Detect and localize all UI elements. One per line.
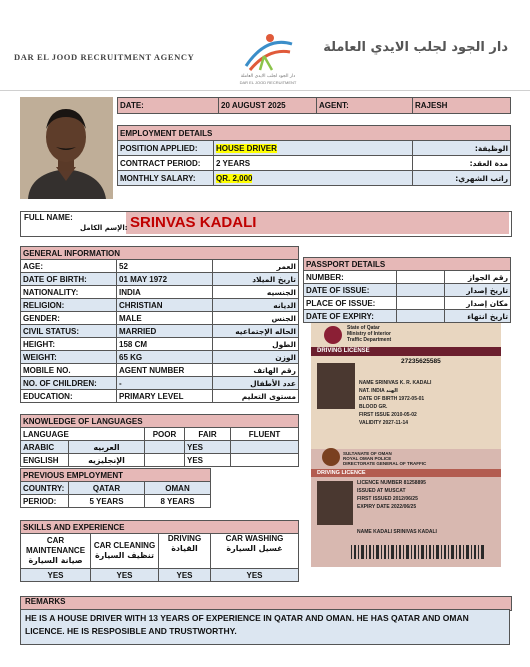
contract-label: CONTRACT PERIOD: [118, 156, 214, 171]
skills-table [20, 520, 299, 582]
pp-label-ar: مكان إصدار [445, 297, 511, 310]
gi-value: AGENT NUMBER [117, 364, 213, 377]
gi-value: MALE [117, 312, 213, 325]
skill-name-ar: صيانة السيارة [28, 556, 83, 565]
lang-header-fair: FAIR [185, 428, 231, 441]
date-value: 20 AUGUST 2025 [219, 98, 317, 114]
skill-value: YES [21, 569, 91, 582]
gi-label: DATE OF BIRTH: [21, 273, 117, 286]
om-name-label: NAME [357, 529, 372, 535]
qa-nat-ar: الهند [385, 388, 398, 394]
lang-header-poor: POOR [145, 428, 185, 441]
skill-name-ar: القيادة [171, 544, 198, 553]
qa-first-value: 2010-05-02 [391, 412, 417, 418]
position-label-ar: الوظيفة: [413, 141, 511, 156]
gi-value: INDIA [117, 286, 213, 299]
gi-label: AGE: [21, 260, 117, 273]
qa-nat-label: NAT. [359, 388, 370, 394]
om-name-value: KADALI SRINIVAS KADALI [373, 529, 437, 535]
skill-cell [211, 534, 299, 569]
qa-state: State of Qatar [347, 325, 380, 331]
pp-value [397, 284, 445, 297]
agent-label: AGENT: [317, 98, 413, 114]
salary-label: MONTHLY SALARY: [118, 171, 214, 186]
date-agent-table [117, 97, 511, 114]
prev-country: OMAN [145, 482, 211, 495]
om-org2: ROYAL OMAN POLICE [343, 456, 392, 461]
skill-name: CAR WASHING [225, 534, 284, 543]
lang-fluent [231, 454, 299, 467]
prev-period-label: PERIOD: [21, 495, 69, 508]
qa-name-value: SRINIVAS K. R. KADALI [375, 380, 432, 386]
logo-text-ar: دار الجود لجلب الايدي العاملة [240, 74, 296, 79]
om-licence-label: LICENCE NUMBER [357, 480, 403, 486]
full-name-value: SRINVAS KADALI [130, 214, 257, 231]
skill-cell [21, 534, 91, 569]
gi-value: CHRISTIAN [117, 299, 213, 312]
skill-value: YES [159, 569, 211, 582]
qa-dob-value: 1972-05-01 [398, 396, 425, 402]
skill-name: CAR CLEANING [93, 541, 156, 550]
company-name-en: DAR EL JOOD RECRUITMENT AGENCY [14, 52, 195, 62]
skill-cell [159, 534, 211, 569]
gi-value: 52 [117, 260, 213, 273]
logo-text-en: DAR EL JOOD RECRUITMENT [239, 80, 297, 85]
lang-name-ar: العربيه [69, 441, 145, 454]
lang-name: ENGLISH [21, 454, 69, 467]
skill-name: CAR MAINTENANCE [25, 536, 86, 555]
gi-value: 01 MAY 1972 [117, 273, 213, 286]
prev-period: 8 YEARS [145, 495, 211, 508]
om-expiry-label: EXPIRY DATE [357, 504, 390, 510]
gi-value: PRIMARY LEVEL [117, 390, 213, 403]
previous-employment-table [20, 468, 211, 508]
pp-label: DATE OF ISSUE: [304, 284, 397, 297]
prev-period: 5 YEARS [69, 495, 145, 508]
lang-fair: YES [185, 441, 231, 454]
gi-label: NO. OF CHILDREN: [21, 377, 117, 390]
gi-label: RELIGION: [21, 299, 117, 312]
skills-title: SKILLS AND EXPERIENCE [21, 521, 299, 534]
date-label: DATE: [118, 98, 219, 114]
om-org1: SULTANATE OF OMAN [343, 451, 392, 456]
passport-title: PASSPORT DETAILS [304, 258, 511, 271]
header-divider [0, 90, 530, 91]
salary-cell [214, 171, 413, 186]
contract-value: 2 YEARS [214, 156, 413, 171]
pp-value [397, 297, 445, 310]
languages-title: KNOWLEDGE OF LANGUAGES [21, 415, 299, 428]
languages-table [20, 414, 299, 467]
prev-country: QATAR [69, 482, 145, 495]
gi-label-ar: رقم الهاتف [213, 364, 299, 377]
gi-value: 158 CM [117, 338, 213, 351]
skill-value: YES [211, 569, 299, 582]
employment-table [117, 125, 511, 186]
position-value: HOUSE DRIVER [216, 143, 277, 153]
skill-name-ar: تنظيف السيارة [94, 551, 155, 560]
applicant-photo [20, 97, 113, 199]
gi-label-ar: الطول [213, 338, 299, 351]
full-name-label-ar: الإسم الكامل: [80, 224, 128, 232]
qa-number: 27235625585 [401, 358, 441, 365]
om-banner: DRIVING LICENCE [317, 470, 366, 476]
agent-value: RAJESH [413, 98, 511, 114]
om-first-value: 2012/06/25 [392, 496, 418, 502]
remarks-title-text: REMARKS [25, 597, 66, 606]
pp-label: PLACE OF ISSUE: [304, 297, 397, 310]
gi-label-ar: الحاله الإجتماعيه [213, 325, 299, 338]
pp-label-ar: تاريخ إصدار [445, 284, 511, 297]
qa-dept: Traffic Department [347, 337, 392, 343]
general-info-title: GENERAL INFORMATION [21, 247, 299, 260]
general-info-table [20, 246, 299, 403]
gi-label: EDUCATION: [21, 390, 117, 403]
gi-label-ar: الديانه [213, 299, 299, 312]
qa-validity-value: 2027-11-14 [382, 420, 409, 426]
qa-dob-label: DATE OF BIRTH [359, 396, 398, 402]
om-issued-value: MUSCAT [384, 488, 406, 494]
employment-title: EMPLOYMENT DETAILS [118, 126, 511, 141]
om-first-label: FIRST ISSUED [357, 496, 392, 502]
driving-licence-images [311, 323, 501, 567]
lang-fluent [231, 441, 299, 454]
qa-nat-value: INDIA [371, 388, 385, 394]
skill-name: DRIVING [167, 534, 202, 543]
gi-value: 65 KG [117, 351, 213, 364]
skill-value: YES [91, 569, 159, 582]
pp-label: NUMBER: [304, 271, 397, 284]
om-expiry-value: 2022/06/25 [391, 504, 417, 510]
pp-label-ar: تاريخ انتهاء [445, 310, 511, 323]
lang-header-fluent: FLUENT [231, 428, 299, 441]
pp-label-ar: رقم الجواز [445, 271, 511, 284]
gi-label-ar: عدد الأطفال [213, 377, 299, 390]
gi-label-ar: الوزن [213, 351, 299, 364]
qa-name-label: NAME [359, 380, 374, 386]
gi-label-ar: الجنسيه [213, 286, 299, 299]
qa-validity-label: VALIDITY [359, 420, 382, 426]
lang-header-language: LANGUAGE [21, 428, 145, 441]
pp-label: DATE OF EXPIRY: [304, 310, 397, 323]
gi-value: MARRIED [117, 325, 213, 338]
lang-name: ARABIC [21, 441, 69, 454]
lang-poor [145, 454, 185, 467]
gi-label: WEIGHT: [21, 351, 117, 364]
gi-value: - [117, 377, 213, 390]
lang-name-ar: الإنجليزيه [69, 454, 145, 467]
gi-label: NATIONALITY: [21, 286, 117, 299]
company-name-ar: دار الجود لجلب الايدي العاملة [323, 40, 508, 55]
position-cell [214, 141, 413, 156]
qa-blood-label: BLOOD GR. [359, 404, 388, 410]
passport-table [303, 257, 511, 323]
skill-cell [91, 534, 159, 569]
salary-value: QR. 2,000 [216, 173, 253, 183]
om-issued-label: ISSUED AT [357, 488, 384, 494]
gi-label: CIVIL STATUS: [21, 325, 117, 338]
gi-label: HEIGHT: [21, 338, 117, 351]
position-label: POSITION APPLIED: [118, 141, 214, 156]
om-org3: DIRECTORATE GENERAL OF TRAFFIC [343, 461, 427, 466]
gi-label-ar: مستوى التعليم [213, 390, 299, 403]
lang-fair: YES [185, 454, 231, 467]
gi-label-ar: العمر [213, 260, 299, 273]
om-licence-value: 81258895 [403, 480, 426, 486]
qa-first-label: FIRST ISSUE [359, 412, 390, 418]
pp-value [397, 271, 445, 284]
salary-label-ar: راتب الشهري: [413, 171, 511, 186]
gi-label: GENDER: [21, 312, 117, 325]
prev-country-label: COUNTRY: [21, 482, 69, 495]
skill-name-ar: غسيل السيارة [226, 544, 283, 553]
remarks-text: HE IS A HOUSE DRIVER WITH 13 YEARS OF EXPERIENCE IN QATAR AND OMAN. HE HAS QATAR AND OMAN LICENCE. HE IS RESPOSIBLE AND TRUSTWORTHY. [20, 609, 510, 645]
full-name-label: FULL NAME: [24, 213, 73, 222]
lang-poor [145, 441, 185, 454]
gi-label-ar: تاريخ الميلاد [213, 273, 299, 286]
qa-banner: DRIVING LICENSE [317, 348, 370, 354]
gi-label-ar: الجنس [213, 312, 299, 325]
pp-value [397, 310, 445, 323]
prev-emp-title: PREVIOUS EMPLOYMENT [21, 469, 211, 482]
gi-label: MOBILE NO. [21, 364, 117, 377]
contract-label-ar: مدة العقد: [413, 156, 511, 171]
qa-ministry: Ministry of Interior [347, 331, 391, 337]
